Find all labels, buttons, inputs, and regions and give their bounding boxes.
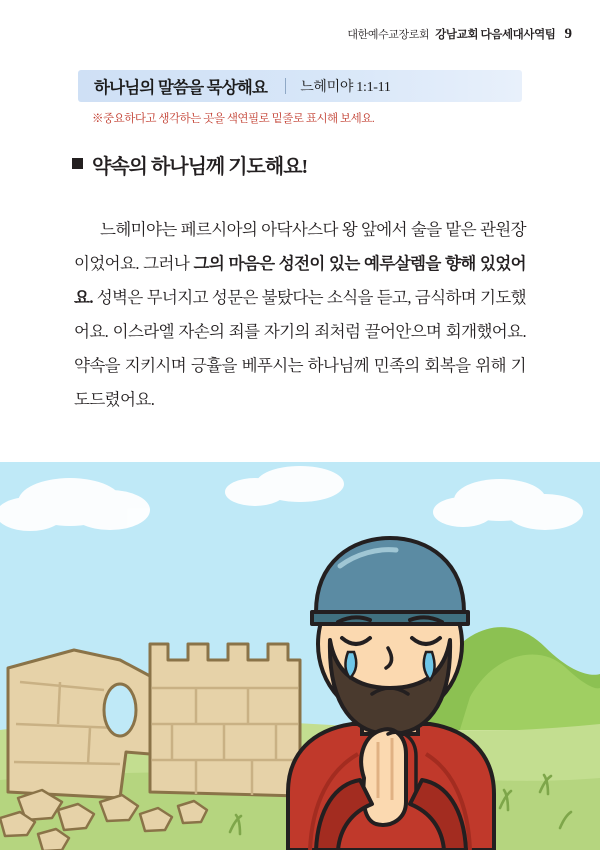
body-part-1: 느헤미야는 페르시아의 아닥사스다 왕 앞에서 술을 맡은 관원장이었어요. 그러나: [74, 219, 526, 273]
instruction-note: ※중요하다고 생각하는 곳을 색연필로 밑줄로 표시해 보세요.: [92, 113, 375, 125]
header-team-name: 강남교회 다음세대사역팀: [435, 29, 556, 41]
praying-man-before-ruined-wall-illustration: [0, 462, 600, 850]
body-part-2: 성벽은 무너지고 성문은 불탔다는 소식을 듣고, 금식하며 기도했어요. 이스라엘 자손의 죄를 자기의 죄처럼 끌어안으며 회개했어요. 약속을 지키시며 긍휼을 베푸시는 하나님께 민족의 회복을 위해 기도드렸어요.: [74, 287, 526, 409]
lesson-body-text: [74, 213, 526, 417]
lesson-title-bar: [78, 70, 522, 102]
title-divider: [285, 78, 286, 94]
square-bullet-icon: [72, 158, 83, 169]
page-header: [347, 26, 572, 43]
section-heading-label: 약속의 하나님께 기도해요!: [92, 156, 308, 178]
header-church-name: 대한예수교장로회: [347, 29, 430, 41]
bible-reference: 느헤미야 1:1-11: [300, 80, 391, 95]
section-heading: [72, 150, 307, 179]
page-number: 9: [564, 26, 572, 42]
body-bold-emphasis: 그의 마음은 성전이 있는 예루살렘을 향해 있었어요.: [74, 253, 526, 307]
lesson-title: 하나님의 말씀을 묵상해요: [94, 78, 268, 97]
